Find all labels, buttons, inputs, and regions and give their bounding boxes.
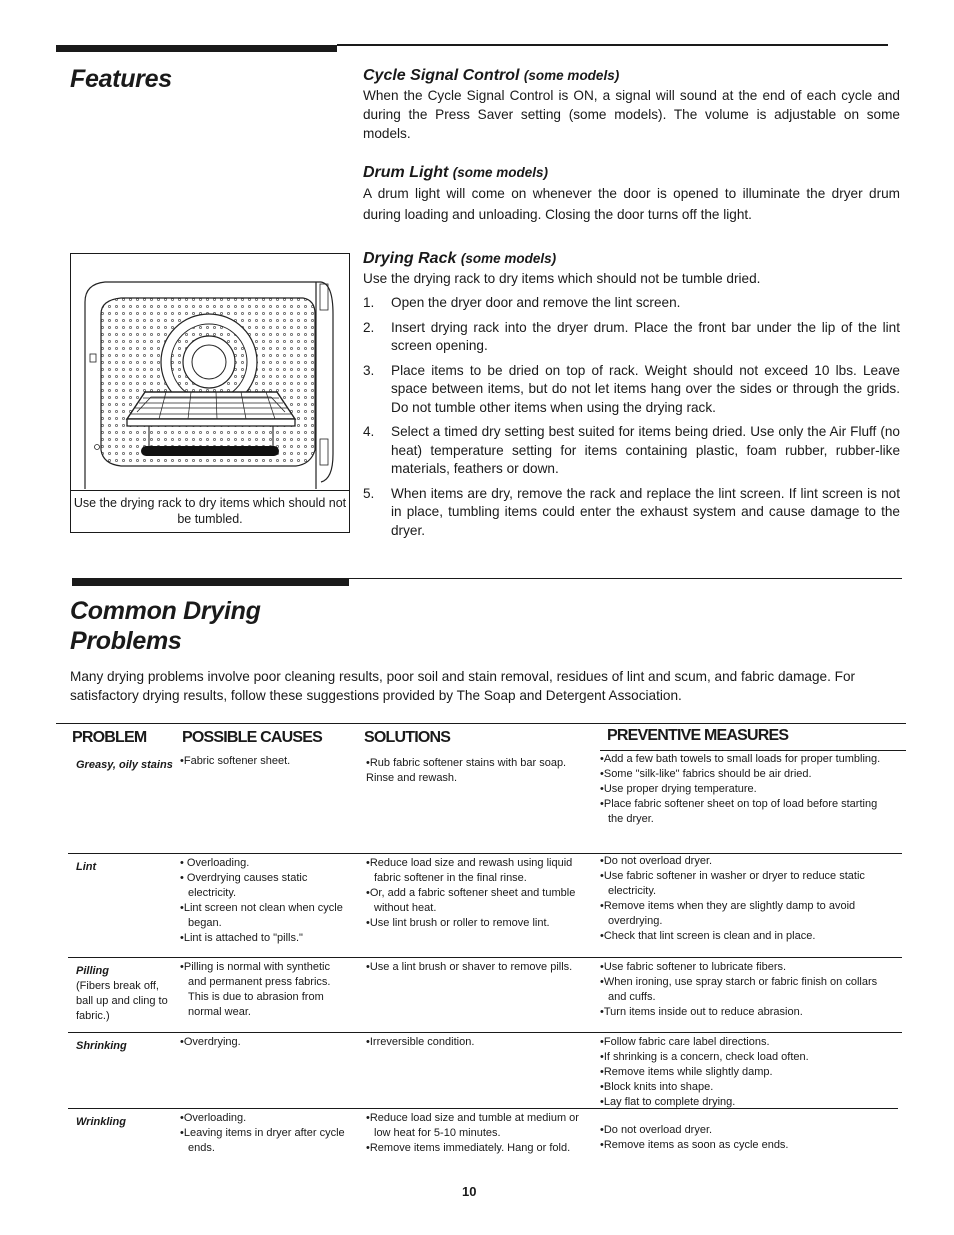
cycle-signal-section	[363, 66, 900, 143]
preventive-line: •Lay flat to complete drying.	[600, 1096, 736, 1108]
top-rule-thick	[56, 45, 337, 52]
solutions-line: •Use a lint brush or shaver to remove pills.	[366, 961, 573, 973]
problem-note: (Fibers break off, ball up and cling to fabric.)	[76, 980, 168, 1022]
causes-line: • Overloading.	[180, 857, 250, 869]
preventive-line: •Turn items inside out to reduce abrasion.	[600, 1006, 803, 1018]
drying-rack-heading	[363, 249, 900, 269]
step-number: 3.	[363, 362, 375, 378]
solutions-line: •Irreversible condition.	[366, 1036, 475, 1048]
table-top-rule	[56, 723, 906, 724]
header-problem: PROBLEM	[72, 729, 147, 746]
list-item	[363, 362, 900, 418]
problem-name: Greasy, oily stains	[76, 759, 173, 771]
row-divider	[68, 957, 902, 958]
drum-light-section	[363, 163, 900, 225]
problems-title	[70, 596, 261, 656]
preventive-line: •Follow fabric care label directions.	[600, 1036, 770, 1048]
cycle-signal-text: When the Cycle Signal Control is ON, a signal will sound at the end of each cycle and during the Press Saver setting (some models). The volume is adjustable on some models.	[363, 88, 900, 141]
preventive-cell	[600, 752, 885, 827]
solutions-cell	[366, 1035, 588, 1050]
drum-light-note: (some models)	[452, 165, 549, 180]
row-divider	[68, 853, 902, 854]
causes-line: •Overloading.	[180, 1112, 247, 1124]
step-text: When items are dry, remove the rack and replace the lint screen. If lint screen is not in place, tumbling items could enter the exhaust system and cause damage to the dryer.	[391, 485, 900, 538]
drying-rack-figure	[70, 253, 350, 533]
problem-name: Pilling	[76, 965, 109, 977]
step-number: 2.	[363, 319, 375, 335]
cycle-signal-title: Cycle Signal Control	[363, 67, 520, 84]
step-number: 5.	[363, 485, 375, 501]
drying-rack-title: Drying Rack	[363, 250, 457, 267]
header-rule	[600, 750, 906, 751]
drum-light-text: A drum light will come on whenever the door is opened to illuminate the dryer drum during loading and unloading. Closing the door turns off the light.	[363, 186, 900, 222]
problem-name: Wrinkling	[76, 1116, 126, 1128]
preventive-cell	[600, 1035, 885, 1110]
problem-cell	[76, 1039, 176, 1054]
problem-name: Shrinking	[76, 1040, 127, 1052]
cycle-signal-heading	[363, 66, 900, 86]
solutions-line: •Rub fabric softener stains with bar soap.	[366, 757, 567, 769]
problem-cell	[76, 964, 176, 1024]
figure-caption: Use the drying rack to dry items which should not be tumbled.	[71, 490, 349, 531]
row-divider	[68, 1108, 898, 1109]
preventive-line: •Remove items when they are slightly damp to avoid overdrying.	[600, 900, 856, 927]
preventive-line: •If shrinking is a concern, check load often.	[600, 1051, 809, 1063]
preventive-line: •Use fabric softener in washer or dryer to reduce static electricity.	[600, 870, 865, 897]
drum-light-title: Drum Light	[363, 164, 449, 181]
preventive-line: •Do not overload dryer.	[600, 1124, 713, 1136]
list-item	[363, 485, 900, 541]
header-possible-causes: POSSIBLE CAUSES	[182, 729, 323, 746]
header-solutions: SOLUTIONS	[364, 729, 451, 746]
causes-cell	[180, 754, 350, 769]
solutions-line: •Reduce load size and rewash using liquid fabric softener in the final rinse.	[366, 857, 573, 884]
causes-line: •Lint screen not clean when cycle began.	[180, 902, 343, 929]
causes-line: •Pilling is normal with synthetic and permanent press fabrics. This is due to abrasion from normal wear.	[180, 961, 331, 1018]
drum-light-heading	[363, 163, 900, 183]
causes-line: •Lint is attached to "pills."	[180, 932, 303, 944]
causes-cell	[180, 960, 350, 1020]
causes-cell	[180, 1111, 350, 1156]
list-item	[363, 423, 900, 479]
drying-rack-steps	[363, 294, 900, 540]
step-number: 1.	[363, 295, 375, 310]
step-text: Place items to be dried on top of rack. Weight should not exceed 10 lbs. Leave space between items, but do not let items hang over the sides or through the grids. Do not tumble other items when using the drying rack.	[391, 362, 900, 415]
causes-line: •Leaving items in dryer after cycle ends.	[180, 1127, 345, 1154]
problem-cell	[76, 1115, 176, 1130]
preventive-cell	[600, 854, 885, 944]
problems-title-line1: Common Drying	[70, 597, 261, 625]
solutions-line: •Or, add a fabric softener sheet and tumble without heat.	[366, 887, 576, 914]
solutions-line: •Reduce load size and tumble at medium or low heat for 5-10 minutes.	[366, 1112, 579, 1139]
step-text: Insert drying rack into the dryer drum. Place the front bar under the lip of the lint screen opening.	[391, 319, 900, 353]
problems-title-line2: Problems	[70, 627, 182, 655]
drying-rack-note: (some models)	[460, 251, 557, 266]
row-divider	[68, 1032, 902, 1033]
preventive-line: •Some "silk-like" fabrics should be air dried.	[600, 768, 812, 780]
causes-cell	[180, 1035, 350, 1050]
dryer-drum-illustration	[71, 254, 349, 490]
section-rule-thin	[349, 578, 902, 579]
causes-line: •Overdrying.	[180, 1036, 241, 1048]
solutions-line: •Use lint brush or roller to remove lint.	[366, 917, 550, 929]
step-number: 4.	[363, 424, 375, 439]
preventive-line: •Remove items as soon as cycle ends.	[600, 1139, 789, 1151]
preventive-line: •Check that lint screen is clean and in place.	[600, 930, 816, 942]
step-text: Select a timed dry setting best suited for items being dried. Use only the Air Fluff (no heat) temperature setting for items containing plastic, foam rubber, rubber-like materials, feathers or down.	[391, 424, 900, 476]
causes-cell	[180, 856, 350, 946]
problem-cell	[76, 758, 176, 773]
causes-line: • Overdrying causes static electricity.	[180, 872, 308, 899]
preventive-line: •Place fabric softener sheet on top of load before starting the dryer.	[600, 798, 878, 825]
problem-cell	[76, 860, 176, 875]
preventive-line: •Do not overload dryer.	[600, 855, 713, 867]
solutions-line: •Remove items immediately. Hang or fold.	[366, 1142, 571, 1154]
preventive-line: •Remove items while slightly damp.	[600, 1066, 773, 1078]
solutions-cell	[366, 960, 588, 975]
top-rule-thin	[337, 44, 888, 46]
problem-name: Lint	[76, 861, 97, 873]
preventive-line: •Use fabric softener to lubricate fibers.	[600, 961, 787, 973]
step-text: Open the dryer door and remove the lint screen.	[391, 295, 681, 310]
causes-line: •Fabric softener sheet.	[180, 755, 291, 767]
problems-intro: Many drying problems involve poor cleaning results, poor soil and stain removal, residues of lint and scum, and fabric damage. For satisfactory drying results, follow these suggestions provided by The Soap and Detergent Association.	[70, 669, 856, 703]
drying-rack-intro: Use the drying rack to dry items which should not be tumble dried.	[363, 271, 761, 286]
cycle-signal-note: (some models)	[523, 68, 620, 83]
solutions-cell	[366, 1111, 588, 1156]
preventive-line: •Use proper drying temperature.	[600, 783, 757, 795]
preventive-line: •Add a few bath towels to small loads for proper tumbling.	[600, 753, 881, 765]
preventive-cell	[600, 1123, 885, 1153]
section-rule-thick	[72, 578, 349, 586]
features-title: Features	[70, 65, 172, 93]
solutions-line: Rinse and rewash.	[366, 772, 458, 784]
preventive-cell	[600, 960, 885, 1020]
preventive-line: •When ironing, use spray starch or fabric finish on collars and cuffs.	[600, 976, 878, 1003]
page-number: 10	[462, 1184, 477, 1199]
header-preventive-measures: PREVENTIVE MEASURES	[607, 727, 789, 744]
solutions-cell	[366, 856, 588, 931]
list-item	[363, 294, 900, 313]
preventive-line: •Block knits into shape.	[600, 1081, 714, 1093]
solutions-cell	[366, 756, 588, 786]
drying-rack-section	[363, 249, 900, 546]
list-item	[363, 319, 900, 356]
